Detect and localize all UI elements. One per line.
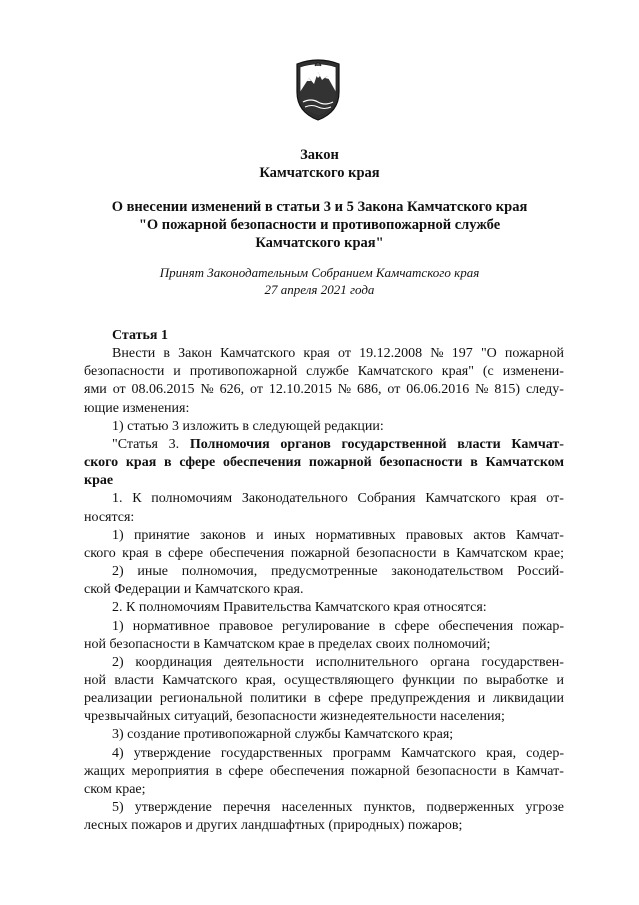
body-line: крае [84,473,114,489]
body-line: "Статья 3. Полномочия органов государственной власти Камчат- [112,436,564,452]
body-line: ной власти Камчатского края, осуществляющего функции по выработке и [84,672,564,688]
body-lines [84,345,564,835]
body-line: ской Федерации и Камчатского края. [84,582,304,598]
law-title [0,198,639,252]
body-line: 4) утверждение государственных программ Камчатского края, содер- [112,745,564,761]
body-line: чрезвычайных ситуаций, безопасности жизнедеятельности населения; [84,709,505,725]
body-line: ском крае; [84,781,146,797]
article-heading: Статья 1 [112,328,168,343]
body-line: 1) принятие законов и иных нормативных правовых актов Камчат- [112,527,564,543]
body-line: безопасности и противопожарной службе Камчатского края" (с изменени- [84,364,564,380]
law-title-line: Камчатского края" [255,235,384,251]
body-line: реализации региональной политики в сфере предупреждения и ликвидации [84,691,564,707]
body-line: жащих мероприятия в сфере обеспечения пожарной безопасности в Камчат- [84,763,564,779]
body-line: Внести в Закон Камчатского края от 19.12.2008 № 197 "О пожарной [112,346,564,362]
document-body [84,327,564,835]
adoption-note [0,264,639,298]
body-line: 1) статью 3 изложить в следующей редакции: [112,418,384,434]
adoption-date: 27 апреля 2021 года [264,282,375,297]
body-line: 2. К полномочиям Правительства Камчатского края относятся: [112,600,487,616]
coat-of-arms-icon [291,58,345,122]
body-line: ского края в сфере обеспечения пожарной безопасности в Камчатском [84,455,564,471]
body-line: 2) иные полномочия, предусмотренные законодательством Россий- [112,564,564,580]
adoption-line: Принят Законодательным Собранием Камчатского края [159,265,480,280]
body-line: ющие изменения: [84,400,190,416]
law-title-line: О внесении изменений в статьи 3 и 5 Закона Камчатского края [111,199,528,215]
body-line: 3) создание противопожарной службы Камчатского края; [112,727,454,743]
body-line: 5) утверждение перечня населенных пунктов, подверженных угрозе [112,800,564,816]
body-line: ского края в сфере обеспечения пожарной безопасности в Камчатском крае; [84,545,564,561]
law-heading: Закон [300,147,339,163]
body-line: лесных пожаров и других ландшафтных (природных) пожаров; [84,818,463,834]
body-line: 1. К полномочиям Законодательного Собрания Камчатского края от- [112,491,564,507]
body-line: ной безопасности в Камчатском крае в пределах своих полномочий; [84,636,491,652]
law-title-line: "О пожарной безопасности и противопожарной службе [138,217,501,233]
body-line: ями от 08.06.2015 № 626, от 12.10.2015 № 686, от 06.06.2016 № 815) следу- [84,382,564,398]
body-line: 2) координация деятельности исполнительного органа государствен- [112,654,564,670]
body-line: 1) нормативное правовое регулирование в сфере обеспечения пожар- [112,618,564,634]
body-line: носятся: [84,509,135,525]
region-heading: Камчатского края [259,165,380,181]
